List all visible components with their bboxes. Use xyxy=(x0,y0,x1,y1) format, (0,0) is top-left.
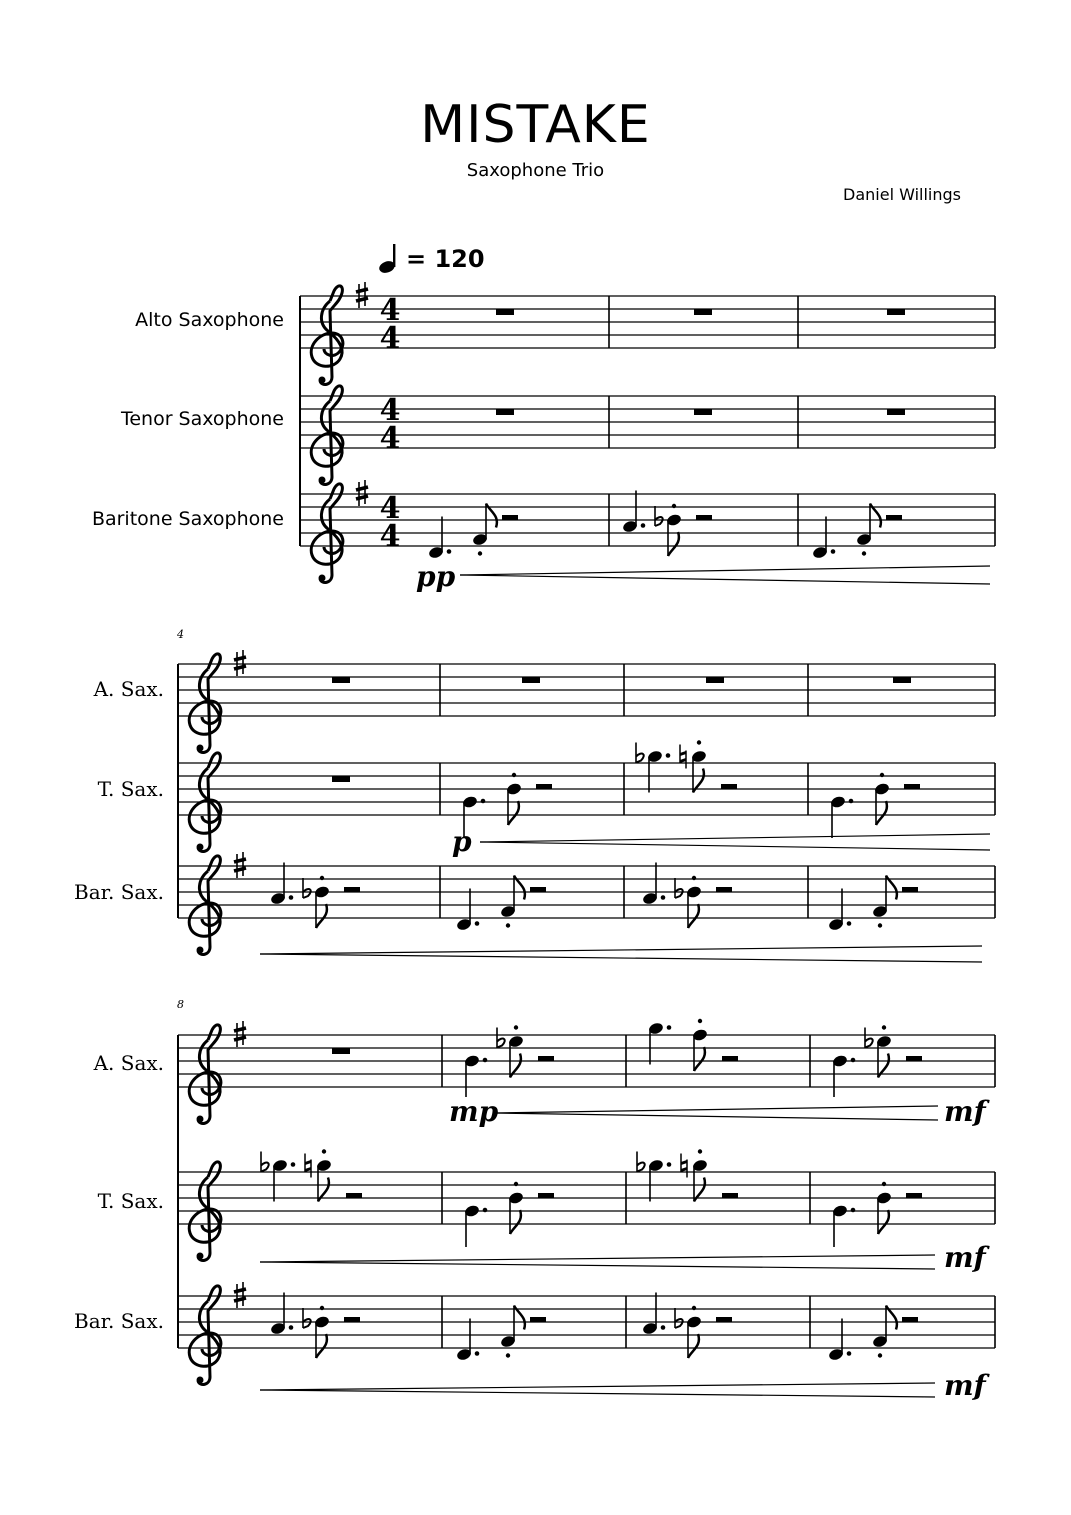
flat-icon xyxy=(637,1152,645,1172)
staff-label-tenor: Tenor Saxophone xyxy=(120,408,284,430)
crescendo-hairpin xyxy=(460,575,990,584)
augmentation-dot xyxy=(847,921,852,926)
augmentation-dot xyxy=(849,799,854,804)
staccato-dot xyxy=(320,1306,324,1310)
half-rest xyxy=(721,784,737,789)
staccato-dot xyxy=(697,740,701,744)
score-subtitle: Saxophone Trio xyxy=(466,160,605,181)
half-rest xyxy=(904,784,920,789)
half-rest xyxy=(346,1193,362,1198)
crescendo-hairpin xyxy=(480,842,990,850)
staff-label-alto: A. Sax. xyxy=(93,677,164,701)
half-rest xyxy=(716,1317,732,1322)
flag xyxy=(688,1334,699,1358)
half-rest xyxy=(902,1317,918,1322)
staccato-dot xyxy=(692,1306,696,1310)
dynamic-mf: mf xyxy=(944,1095,986,1128)
flat-icon xyxy=(675,1308,683,1328)
staccato-dot xyxy=(878,923,882,927)
flat-icon xyxy=(497,1028,505,1048)
augmentation-dot xyxy=(483,1058,488,1063)
augmentation-dot xyxy=(831,549,836,554)
flat-icon xyxy=(655,506,663,526)
staff-label-baritone: Bar. Sax. xyxy=(74,1309,164,1333)
dynamic-mp: mp xyxy=(449,1095,499,1128)
staccato-dot xyxy=(506,923,510,927)
staff-label-tenor: T. Sax. xyxy=(97,777,164,801)
dynamic-mf: mf xyxy=(944,1241,986,1274)
composer-name: Daniel Willings xyxy=(843,185,961,204)
whole-rest xyxy=(332,677,350,683)
sharp-icon xyxy=(356,480,368,506)
augmentation-dot xyxy=(661,1325,666,1330)
staccato-dot xyxy=(514,1025,518,1029)
whole-rest xyxy=(332,1048,350,1054)
staccato-dot xyxy=(882,1025,886,1029)
crescendo-hairpin xyxy=(494,1106,938,1113)
half-rest xyxy=(502,515,518,520)
half-rest xyxy=(530,1317,546,1322)
augmentation-dot xyxy=(289,895,294,900)
augmentation-dot xyxy=(667,1025,672,1030)
half-rest xyxy=(902,887,918,892)
flat-icon xyxy=(675,878,683,898)
whole-rest xyxy=(332,776,350,782)
crescendo-hairpin xyxy=(460,566,990,575)
flag xyxy=(508,801,519,825)
staccato-dot xyxy=(698,1019,702,1023)
crescendo-hairpin xyxy=(260,954,982,962)
staccato-dot xyxy=(506,1353,510,1357)
flat-icon xyxy=(636,743,644,763)
staccato-dot xyxy=(698,1149,702,1153)
crescendo-hairpin xyxy=(260,1262,935,1269)
augmentation-dot xyxy=(291,1162,296,1167)
dynamic-p: p xyxy=(452,825,472,858)
flag xyxy=(876,801,887,825)
half-rest xyxy=(536,784,552,789)
augmentation-dot xyxy=(475,921,480,926)
measure-number: 8 xyxy=(177,998,184,1011)
flag xyxy=(668,532,679,556)
augmentation-dot xyxy=(851,1208,856,1213)
half-rest xyxy=(696,515,712,520)
sharp-icon xyxy=(234,1021,246,1047)
time-signature-bottom: 4 xyxy=(379,421,401,456)
half-rest xyxy=(722,1193,738,1198)
staff-label-baritone: Bar. Sax. xyxy=(74,880,164,904)
natural-icon xyxy=(681,1154,687,1178)
augmentation-dot xyxy=(851,1058,856,1063)
flag xyxy=(316,904,327,928)
half-rest xyxy=(344,1317,360,1322)
staccato-dot xyxy=(514,1182,518,1186)
flag xyxy=(316,1334,327,1358)
flat-icon xyxy=(303,1308,311,1328)
staccato-dot xyxy=(882,1182,886,1186)
staff-label-tenor: T. Sax. xyxy=(97,1189,164,1213)
augmentation-dot xyxy=(483,1208,488,1213)
time-signature-top: 4 xyxy=(379,393,401,428)
staccato-dot xyxy=(880,773,884,777)
whole-rest xyxy=(496,309,514,315)
augmentation-dot xyxy=(667,1162,672,1167)
whole-rest xyxy=(522,677,540,683)
crescendo-hairpin xyxy=(260,946,982,954)
natural-icon xyxy=(305,1154,311,1178)
half-rest xyxy=(538,1193,554,1198)
augmentation-dot xyxy=(475,1351,480,1356)
whole-rest xyxy=(893,677,911,683)
whole-rest xyxy=(706,677,724,683)
half-rest xyxy=(530,887,546,892)
augmentation-dot xyxy=(447,549,452,554)
staccato-dot xyxy=(692,876,696,880)
crescendo-hairpin xyxy=(494,1113,938,1120)
flag xyxy=(694,1047,705,1071)
staccato-dot xyxy=(512,773,516,777)
whole-rest xyxy=(887,309,905,315)
half-rest xyxy=(906,1193,922,1198)
crescendo-hairpin xyxy=(260,1383,935,1390)
crescendo-hairpin xyxy=(260,1255,935,1262)
flat-icon xyxy=(303,878,311,898)
staccato-dot xyxy=(478,551,482,555)
half-rest xyxy=(344,887,360,892)
time-signature-bottom: 4 xyxy=(379,321,401,356)
time-signature-top: 4 xyxy=(379,293,401,328)
dynamic-mf: mf xyxy=(944,1369,986,1402)
measure-number: 4 xyxy=(177,628,184,641)
flat-icon xyxy=(261,1152,269,1172)
crescendo-hairpin xyxy=(480,834,990,842)
flag xyxy=(878,1210,889,1234)
staccato-dot xyxy=(878,1353,882,1357)
sharp-icon xyxy=(234,650,246,676)
staff-label-baritone: Baritone Saxophone xyxy=(91,508,284,530)
half-rest xyxy=(886,515,902,520)
sharp-icon xyxy=(234,1282,246,1308)
whole-rest xyxy=(694,409,712,415)
augmentation-dot xyxy=(666,753,671,758)
staff-label-alto: A. Sax. xyxy=(93,1051,164,1075)
augmentation-dot xyxy=(481,799,486,804)
flag xyxy=(688,904,699,928)
half-rest xyxy=(906,1056,922,1061)
staccato-dot xyxy=(672,504,676,508)
augmentation-dot xyxy=(289,1325,294,1330)
whole-rest xyxy=(887,409,905,415)
staccato-dot xyxy=(320,876,324,880)
time-signature-bottom: 4 xyxy=(379,519,401,554)
flat-icon xyxy=(865,1028,873,1048)
natural-icon xyxy=(680,745,686,769)
augmentation-dot xyxy=(641,523,646,528)
dynamic-pp: pp xyxy=(416,560,456,593)
flag xyxy=(510,1210,521,1234)
whole-rest xyxy=(496,409,514,415)
crescendo-hairpin xyxy=(260,1390,935,1397)
augmentation-dot xyxy=(847,1351,852,1356)
whole-rest xyxy=(694,309,712,315)
score-title: MISTAKE xyxy=(420,95,651,155)
half-rest xyxy=(722,1056,738,1061)
tempo-value: = 120 xyxy=(406,245,485,273)
sharp-icon xyxy=(356,282,368,308)
time-signature-top: 4 xyxy=(379,491,401,526)
augmentation-dot xyxy=(661,895,666,900)
staccato-dot xyxy=(322,1149,326,1153)
half-rest xyxy=(538,1056,554,1061)
sharp-icon xyxy=(234,852,246,878)
half-rest xyxy=(716,887,732,892)
staff-label-alto: Alto Saxophone xyxy=(135,309,284,331)
staccato-dot xyxy=(862,551,866,555)
